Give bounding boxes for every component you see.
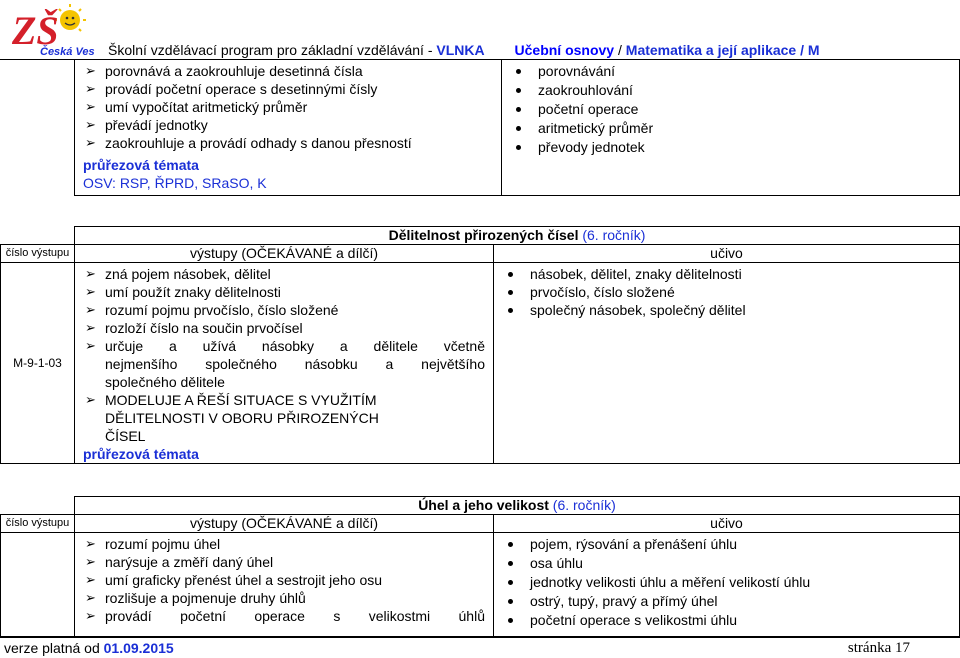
osv-items: : RSP, ŘPRD, SRaSO, K xyxy=(112,175,267,191)
list-item: ➢ umí graficky přenést úhel a sestrojit jeho osu xyxy=(83,571,485,589)
list-item xyxy=(83,337,485,391)
col-header-code: číslo výstupu xyxy=(1,245,75,263)
section3-table xyxy=(0,496,960,637)
section2-grade: (6. ročník) xyxy=(578,227,646,243)
list-item: ➢ provádí početní operace s desetinnými čísly xyxy=(83,80,501,98)
cross-topics-title: průřezová témata xyxy=(83,157,199,173)
output-line: ➢ provádí početní operace s velikostmi úhlů xyxy=(105,608,485,624)
col-header-curriculum: učivo xyxy=(494,245,960,263)
list-item xyxy=(83,391,485,445)
list-item: prvočíslo, číslo složené xyxy=(502,283,959,301)
program-name: VLNKA xyxy=(436,42,485,58)
list-item: aritmetický průměr xyxy=(510,119,959,138)
col-header-outputs: výstupy (OČEKÁVANÉ a dílčí) xyxy=(75,245,494,263)
section1-curriculum xyxy=(510,62,959,157)
output-line: společného dělitele xyxy=(105,374,225,390)
list-item: ➢ zná pojem násobek, dělitel xyxy=(83,265,485,283)
sun-icon xyxy=(54,4,86,31)
list-item: ➢ rozumí pojmu úhel xyxy=(83,535,485,553)
list-item: ➢ umí použít znaky dělitelnosti xyxy=(83,283,485,301)
list-item: osa úhlu xyxy=(502,554,959,573)
list-item: ➢ rozlišuje a pojmenuje druhy úhlů xyxy=(83,589,485,607)
list-item: ostrý, tupý, pravý a přímý úhel xyxy=(502,592,959,611)
section3-title-bold: Úhel a jeho velikost xyxy=(418,497,549,513)
cross-topics-title: průřezová témata xyxy=(83,446,199,462)
list-item: ➢ rozumí pojmu prvočíslo, číslo složené xyxy=(83,301,485,319)
output-line: ➢ určuje a užívá násobky a dělitele včetně xyxy=(105,338,485,354)
list-item: ➢ rozloží číslo na součin prvočísel xyxy=(83,319,485,337)
section2-table xyxy=(0,226,960,464)
list-item: převody jednotek xyxy=(510,138,959,157)
list-item: početní operace xyxy=(510,100,959,119)
section1-table xyxy=(74,59,960,196)
svg-text:ZŠ: ZŠ xyxy=(12,8,59,53)
list-item xyxy=(83,607,485,625)
section2-title xyxy=(75,227,960,245)
list-item: porovnávání xyxy=(510,62,959,81)
osnovy-label: Učební osnovy xyxy=(514,42,615,58)
section3-curriculum xyxy=(502,535,959,630)
section2-outputs xyxy=(83,265,485,445)
page-number: stránka 17 xyxy=(847,640,910,656)
version-label: verze platná od xyxy=(4,640,104,656)
section3-outputs xyxy=(83,535,485,625)
list-item: zaokrouhlování xyxy=(510,81,959,100)
section3-title xyxy=(75,497,960,515)
page-header xyxy=(108,42,820,58)
section2-curriculum xyxy=(502,265,959,319)
output-line: DĚLITELNOSTI V OBORU PŘIROZENÝCH xyxy=(105,410,379,426)
list-item: společný násobek, společný dělitel xyxy=(502,301,959,319)
list-item: pojem, rýsování a přenášení úhlu xyxy=(502,535,959,554)
list-item: ➢ narýsuje a změří daný úhel xyxy=(83,553,485,571)
output-line: ➢ MODELUJE A ŘEŠÍ SITUACE S VYUŽITÍM xyxy=(105,392,377,408)
version-info xyxy=(4,640,174,656)
osv-label: OSV xyxy=(83,175,113,191)
school-logo xyxy=(10,2,102,58)
section1-outputs xyxy=(83,62,501,152)
list-item: ➢ převádí jednotky xyxy=(83,116,501,134)
section2-title-bold: Dělitelnost přirozených čísel xyxy=(388,227,579,243)
list-item: jednotky velikosti úhlu a měření velikostí úhlu xyxy=(502,573,959,592)
list-item: ➢ porovnává a zaokrouhluje desetinná čísla xyxy=(83,62,501,80)
version-date: 01.09.2015 xyxy=(103,640,174,656)
list-item: ➢ zaokrouhluje a provádí odhady s danou přesností xyxy=(83,134,501,152)
page-footer xyxy=(0,637,960,658)
section3-grade: (6. ročník) xyxy=(548,497,616,513)
col-header-code: číslo výstupu xyxy=(1,515,75,533)
col-header-outputs: výstupy (OČEKÁVANÉ a dílčí) xyxy=(75,515,494,533)
output-code: M-9-1-03 xyxy=(1,263,75,464)
program-title: Školní vzdělávací program pro základní vzdělávání - xyxy=(108,42,437,58)
logo-text: Česká Ves xyxy=(40,46,95,58)
list-item: násobek, dělitel, znaky dělitelnosti xyxy=(502,265,959,283)
output-line: ČÍSEL xyxy=(105,428,146,444)
header-separator: / xyxy=(614,42,626,58)
list-item: početní operace s velikostmi úhlu xyxy=(502,611,959,630)
col-header-curriculum: učivo xyxy=(494,515,960,533)
subject-label: Matematika a její aplikace / M xyxy=(625,42,820,58)
output-line: nejmenšího společného násobku a největšího xyxy=(105,356,485,372)
list-item: ➢ umí vypočítat aritmetický průměr xyxy=(83,98,501,116)
